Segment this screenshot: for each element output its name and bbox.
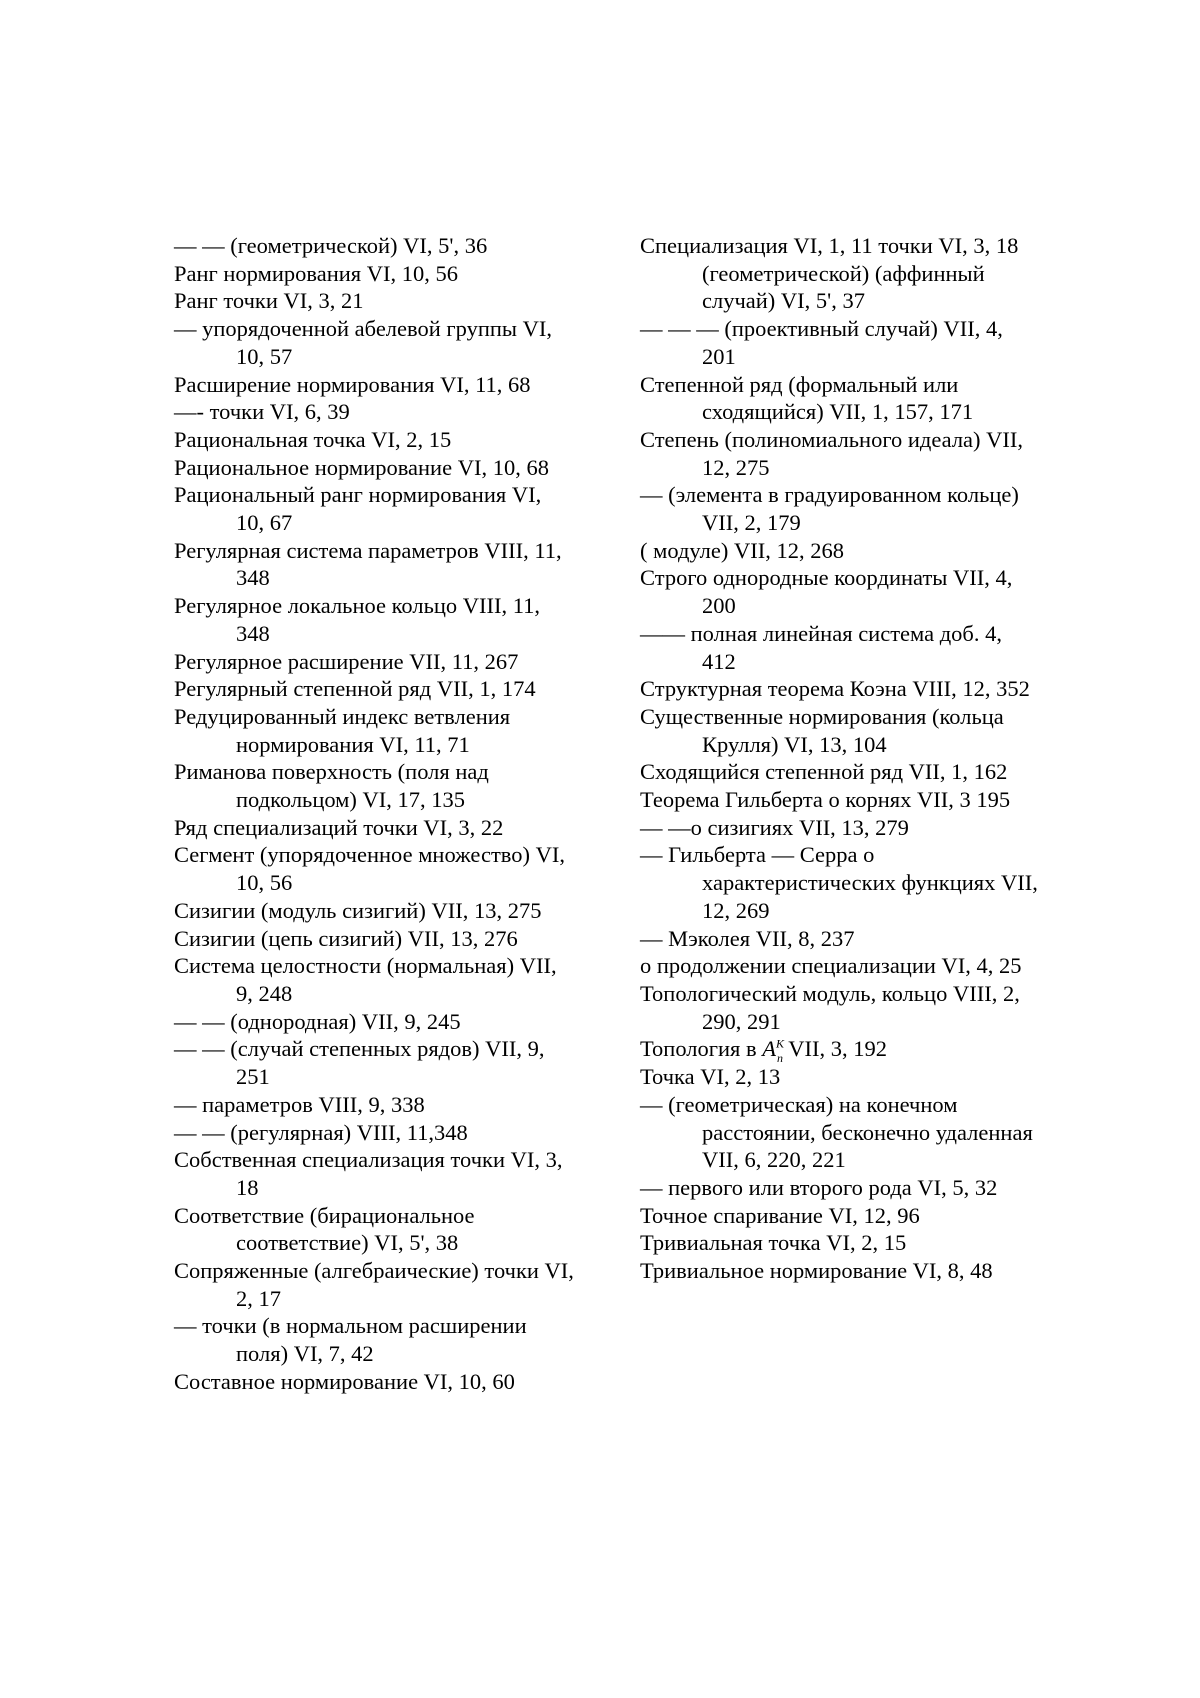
index-entry [640,925,1040,953]
index-entry [640,1202,1040,1230]
index-entry [640,481,1040,536]
index-entry-text: — упорядоченной абелевой группы VI, 10, 57 [174,316,553,369]
index-entry-text: Структурная теорема Коэна VIII, 12, 352 [640,676,1030,702]
index-entry [174,952,574,1007]
index-entry-text: Соответствие (бирациональное соответствие) VI, 5', 38 [174,1202,475,1256]
index-entry-text: Ранг нормирования VI, 10, 56 [174,260,458,286]
index-entry [640,786,1040,814]
index-entry [174,897,574,925]
index-entry [174,1202,574,1257]
index-entry-text: — параметров VIII, 9, 338 [174,1091,425,1117]
index-entry [640,675,1040,703]
index-entry [640,537,1040,565]
index-entry-text: Регулярный степенной ряд VII, 1, 174 [174,676,536,702]
index-entry [174,592,574,647]
index-entry-text: Регулярное локальное кольцо VIII, 11, 348 [174,593,541,646]
index-entry [174,232,574,260]
index-entry-text: — Гильберта — Серра о характеристических функциях VII, 12, 269 [640,842,1038,923]
index-entry [640,758,1040,786]
index-entry [640,703,1040,758]
index-entry [174,675,574,703]
index-entry [174,537,574,592]
index-entry [640,814,1040,842]
index-entry [640,232,1040,260]
index-entry [640,1257,1040,1285]
index-entry [640,564,1040,619]
index-entry-text: Ряд специализаций точки VI, 3, 22 [174,814,504,840]
index-entry-text: Редуцированный индекс ветвления нормирования VI, 11, 71 [174,703,511,757]
index-entry-text: Сизигии (цепь сизигий) VII, 13, 276 [174,925,518,951]
index-entry-text: Степень (полиномиального идеала) VII, 12, 275 [640,426,1024,480]
index-entry [174,287,574,315]
index-entry-text: Собственная специализация точки VI, 3, 18 [174,1147,563,1200]
index-entry [174,648,574,676]
index-entry [174,454,574,482]
index-entry-text: Теорема Гильберта о корнях VII, 3 195 [640,787,1011,813]
index-entry-text: ( модуле) VII, 12, 268 [640,537,844,563]
index-entry-text: — (элемента в градуированном кольце) VII, 2, 179 [640,482,1019,536]
index-entry-text: Сегмент (упорядоченное множество) VI, 10, 56 [174,842,565,896]
index-entry [640,1091,1040,1174]
index-entry-text: Рациональное нормирование VI, 10, 68 [174,454,549,480]
index-entry-text: Топологический модуль, кольцо VIII, 2, 290, 291 [640,980,1020,1034]
index-column-left [174,232,574,1396]
index-entry-text: (геометрической) (аффинный случай) VI, 5', 37 [702,260,985,314]
index-entry-text: Существенные нормирования (кольца Крулля) VI, 13, 104 [640,703,1004,757]
index-entry [174,481,574,536]
index-entry-text: о продолжении специализации VI, 4, 25 [640,953,1022,979]
index-entry-text: Рациональная точка VI, 2, 15 [174,426,452,452]
index-entry-text: Сизигии (модуль сизигий) VII, 13, 275 [174,897,542,923]
index-entry-text: Рациональный ранг нормирования VI, 10, 67 [174,482,542,536]
index-entry [174,315,574,370]
index-entry [174,1035,574,1090]
index-entry-text: Риманова поверхность (поля над подкольцом) VI, 17, 135 [174,759,489,813]
index-entry-text: — точки (в нормальном расширении поля) VI, 7, 42 [174,1313,527,1367]
index-entry [640,980,1040,1035]
index-entry-text: Регулярная система параметров VIII, 11, 348 [174,537,562,591]
index-entry [174,758,574,813]
index-entry [174,260,574,288]
index-entry-text: —- точки VI, 6, 39 [174,399,350,425]
index-entry-text: Система целостности (нормальная) VII, 9, 248 [174,953,557,1006]
index-entry [640,1063,1040,1091]
index-entry [174,1312,574,1367]
index-entry-text: Расширение нормирования VI, 11, 68 [174,371,531,397]
index-entry [174,925,574,953]
index-entry-text: — —о сизигиях VII, 13, 279 [640,814,909,840]
index-entry-text: — первого или второго рода VI, 5, 32 [640,1174,998,1200]
index-entry-text: — (геометрическая) на конечном расстоянии, бесконечно удаленная VII, 6, 220, 221 [640,1091,1033,1173]
index-entry [174,1008,574,1036]
index-entry-text: Строго однородные координаты VII, 4, 200 [640,565,1013,619]
index-entry [640,1229,1040,1257]
index-entry-text: — — (случай степенных рядов) VII, 9, 251 [174,1036,545,1090]
index-entry-text: — — (геометрической) VI, 5', 36 [174,233,488,258]
index-entry-text: Специализация VI, 1, 11 точки VI, 3, 18 [640,233,1019,258]
index-entry [174,1091,574,1119]
index-entry-text: Точка VI, 2, 13 [640,1064,781,1090]
index-entry-text: — Мэколея VII, 8, 237 [640,925,855,951]
index-entry [174,841,574,896]
index-entry-text: Степенной ряд (формальный или сходящийся) VII, 1, 157, 171 [640,371,974,425]
index-entry [640,426,1040,481]
index-entry-text: Сходящийся степенной ряд VII, 1, 162 [640,759,1008,785]
index-entry [174,814,574,842]
index-entry [640,1174,1040,1202]
index-entry-text: Топология в [640,1036,757,1062]
index-entry-text: Сопряженные (алгебраические) точки VI, 2, 17 [174,1258,574,1311]
index-entry [640,620,1040,675]
index-entry [640,371,1040,426]
index-entry-text: Ранг точки VI, 3, 21 [174,288,364,314]
index-entry [640,841,1040,924]
index-entry-text: — — (регулярная) VIII, 11,348 [174,1119,468,1145]
index-entry-text: —— полная линейная система доб. 4, 412 [640,620,1002,674]
index-entry [174,703,574,758]
index-entry [640,260,1040,315]
index-entry [174,398,574,426]
index-entry-text: Тривиальное нормирование VI, 8, 48 [640,1258,993,1284]
index-entry-text: VII, 3, 192 [788,1036,887,1062]
index-entry [174,1146,574,1201]
index-entry-text: — — (однородная) VII, 9, 245 [174,1008,461,1034]
index-entry [174,1368,574,1396]
math-symbol: $A^K_n$ [762,1036,785,1065]
index-entry [174,426,574,454]
index-entry-text: Регулярное расширение VII, 11, 267 [174,648,519,674]
index-entry [640,1035,1040,1063]
index-entry [640,315,1040,370]
index-entry [174,1119,574,1147]
index-entry-text: Составное нормирование VI, 10, 60 [174,1368,515,1394]
index-entry [174,371,574,399]
index-entry [640,952,1040,980]
index-entry-text: Тривиальная точка VI, 2, 15 [640,1230,907,1256]
index-entry-text: — — — (проективный случай) VII, 4, 201 [640,316,1003,369]
index-entry-text: Точное спаривание VI, 12, 96 [640,1202,920,1228]
index-entry [174,1257,574,1312]
index-column-right [640,232,1040,1285]
